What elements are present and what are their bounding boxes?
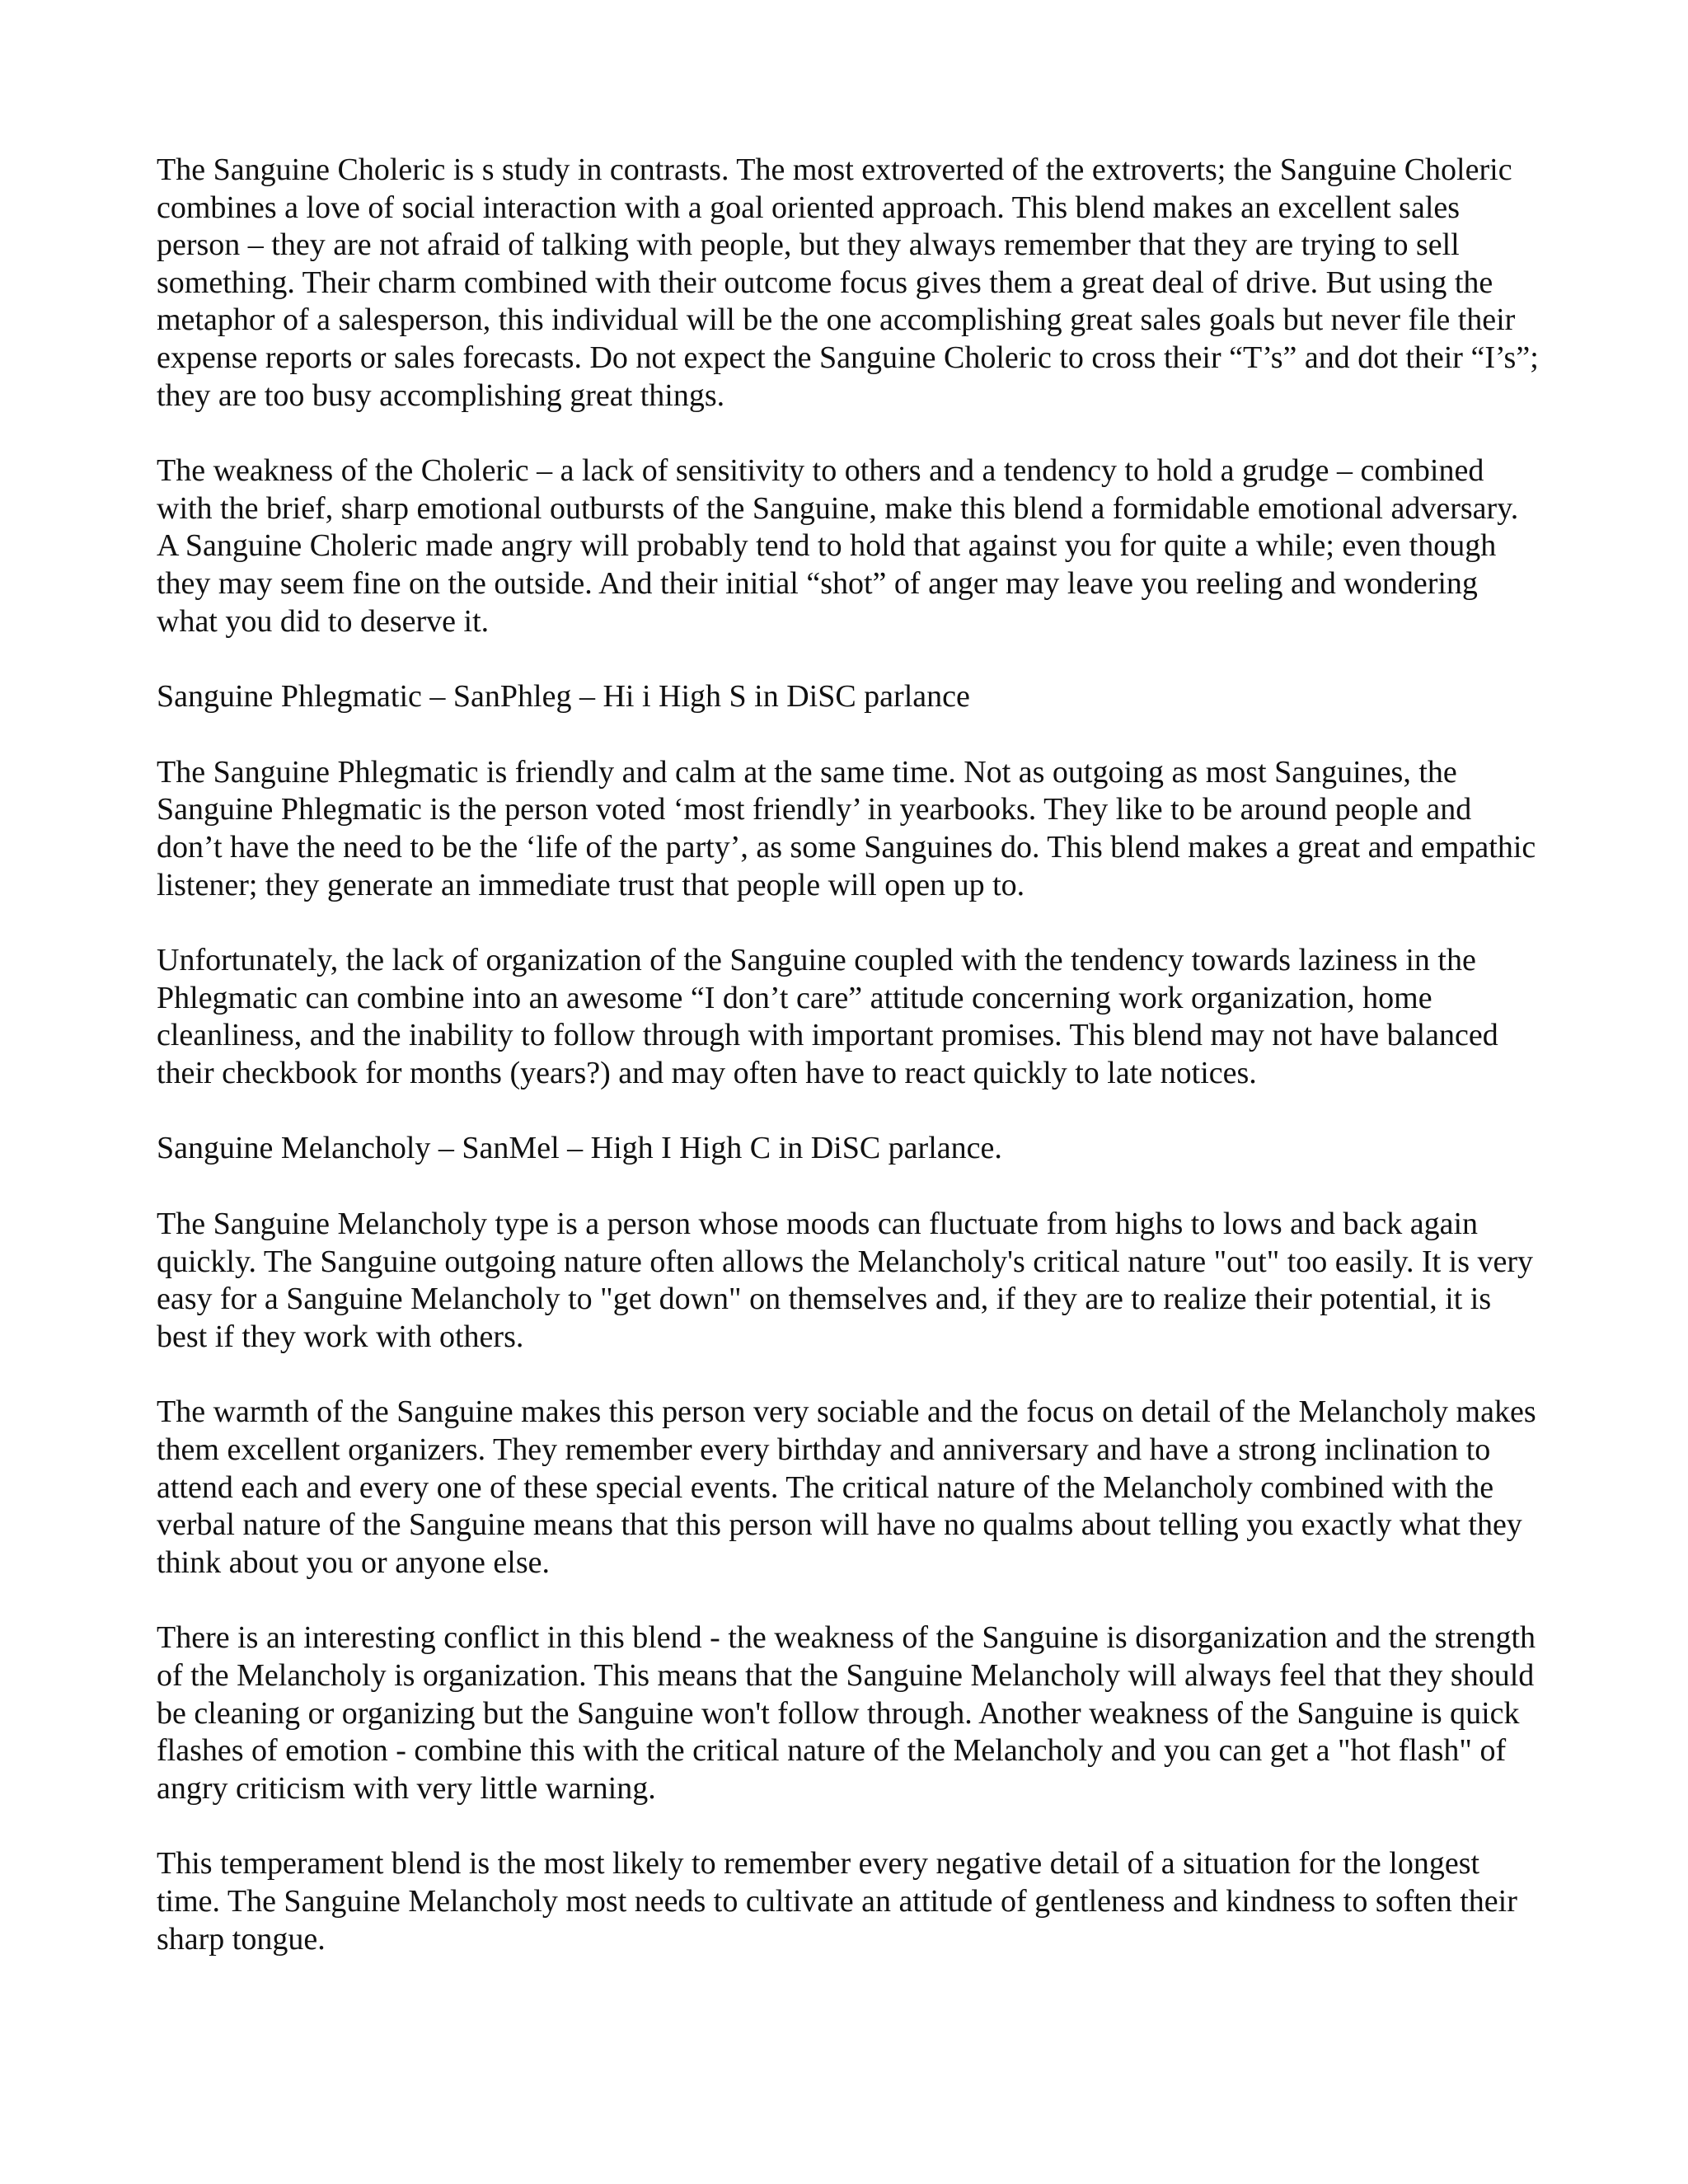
paragraph-sanguine-melancholy-warmth: The warmth of the Sanguine makes this person very sociable and the focus on detail of the Melancholy makes them excellent organizers. They remember every birthday and anniversary and have a strong inclination to attend each and every one of these special events. The critical nature of the Melancholy combined with the verbal nature of the Sanguine means that this person will have no qualms about telling you exactly what they think about you or anyone else. bbox=[157, 1394, 1536, 1580]
paragraph-sanguine-melancholy-intro: The Sanguine Melancholy type is a person whose moods can fluctuate from highs to lows and back again quickly. The Sanguine outgoing nature often allows the Melancholy's critical nature "out" too easily. It is very easy for a Sanguine Melancholy to "get down" on themselves and, if they are to realize their potential, it is best if they work with others. bbox=[157, 1207, 1534, 1354]
paragraph-sanguine-choleric-weakness: The weakness of the Choleric – a lack of sensitivity to others and a tendency to hold a grudge – combined with the brief, sharp emotional outbursts of the Sanguine, make this blend a formidable emotional adversary. A Sanguine Choleric made angry will probably tend to hold that against you for quite a while; even though they may seem fine on the outside. And their initial “shot” of anger may leave you reeling and wondering what you did to deserve it. bbox=[157, 453, 1519, 639]
paragraph-sanguine-melancholy-conflict: There is an interesting conflict in this blend - the weakness of the Sanguine is disorganization and the strength of the Melancholy is organization. This means that the Sanguine Melancholy will always feel that they should be cleaning or organizing but the Sanguine won't follow through. Another weakness of the Sanguine is quick flashes of emotion - combine this with the critical nature of the Melancholy and you can get a "hot flash" of angry criticism with very little warning. bbox=[157, 1620, 1536, 1806]
paragraph-sanguine-phlegmatic-weakness: Unfortunately, the lack of organization of the Sanguine coupled with the tendency towards laziness in the Phlegmatic can combine into an awesome “I don’t care” attitude concerning work organization, home cleanliness, and the inability to follow through with important promises. This blend may not have balanced their checkbook for months (years?) and may often have to react quickly to late notices. bbox=[157, 943, 1498, 1090]
document-body bbox=[157, 152, 1541, 1958]
heading-sanguine-melancholy: Sanguine Melancholy – SanMel – High I High C in DiSC parlance. bbox=[157, 1131, 1002, 1166]
paragraph-sanguine-choleric-intro: The Sanguine Choleric is s study in contrasts. The most extroverted of the extroverts; the Sanguine Choleric combines a love of social interaction with a goal oriented approach. This blend makes an excellent sales person – they are not afraid of talking with people, but they always remember that they are trying to sell something. Their charm combined with their outcome focus gives them a great deal of drive. But using the metaphor of a salesperson, this individual will be the one accomplishing great sales goals but never file their expense reports or sales forecasts. Do not expect the Sanguine Choleric to cross their “T’s” and dot their “I’s”; they are too busy accomplishing great things. bbox=[157, 152, 1539, 413]
paragraph-sanguine-melancholy-closing: This temperament blend is the most likely to remember every negative detail of a situation for the longest time. The Sanguine Melancholy most needs to cultivate an attitude of gentleness and kindness to soften their sharp tongue. bbox=[157, 1846, 1517, 1957]
heading-sanguine-phlegmatic: Sanguine Phlegmatic – SanPhleg – Hi i High S in DiSC parlance bbox=[157, 679, 970, 715]
paragraph-sanguine-phlegmatic-intro: The Sanguine Phlegmatic is friendly and calm at the same time. Not as outgoing as most Sanguines, the Sanguine Phlegmatic is the person voted ‘most friendly’ in yearbooks. They like to be around people and don’t have the need to be the ‘life of the party’, as some Sanguines do. This blend makes a great and empathic listener; they generate an immediate trust that people will open up to. bbox=[157, 754, 1536, 902]
